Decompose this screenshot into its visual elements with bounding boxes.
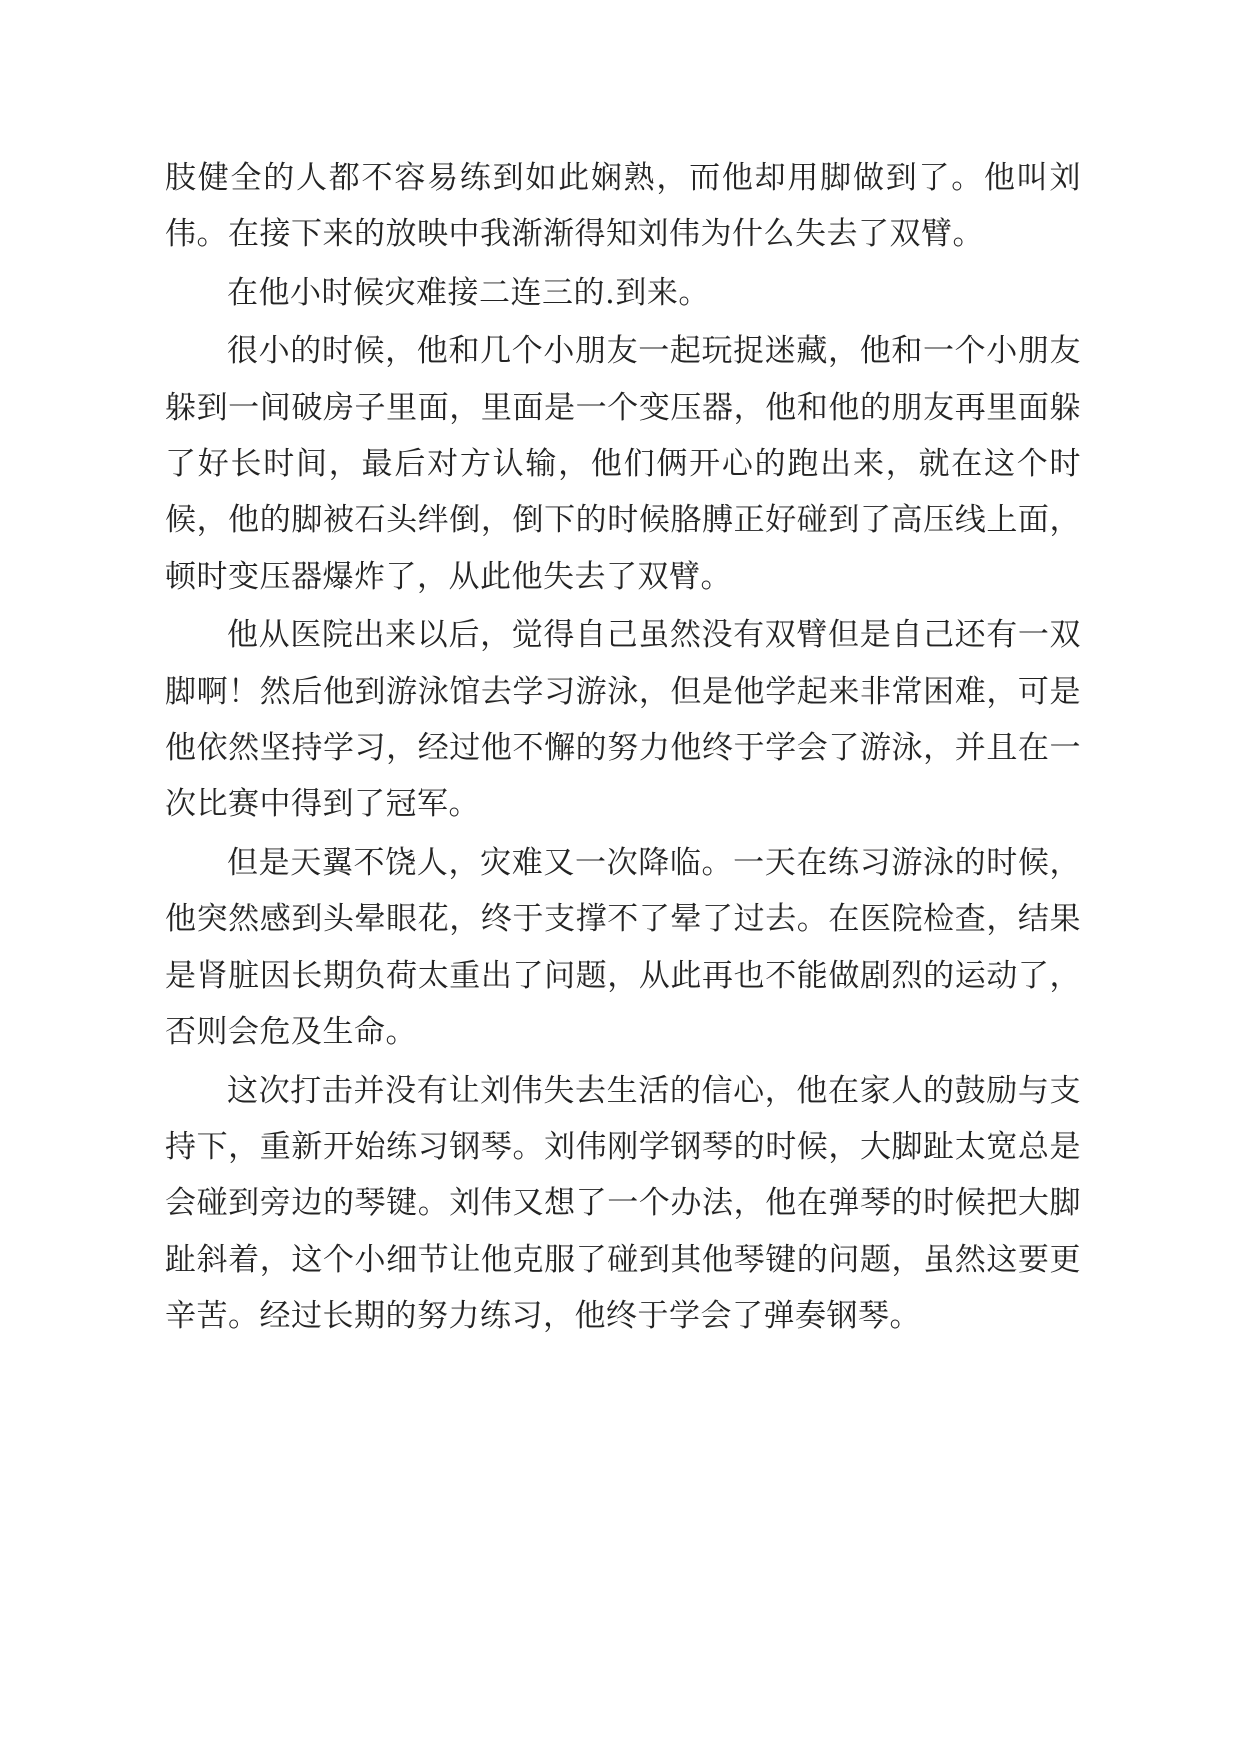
paragraph: 肢健全的人都不容易练到如此娴熟，而他却用脚做到了。他叫刘伟。在接下来的放映中我渐渐得知刘伟为什么失去了双臂。 <box>165 160 1081 253</box>
paragraph: 这次打击并没有让刘伟失去生活的信心，他在家人的鼓励与支持下，重新开始练习钢琴。刘伟刚学钢琴的时候，大脚趾太宽总是会碰到旁边的琴键。刘伟又想了一个办法，他在弹琴的时候把大脚趾斜着，这个小细节让他克服了碰到其他琴键的问题，虽然这要更辛苦。经过长期的努力练习，他终于学会了弹奏钢琴。 <box>165 1072 1081 1335</box>
paragraph: 他从医院出来以后，觉得自己虽然没有双臂但是自己还有一双脚啊！然后他到游泳馆去学习游泳，但是他学起来非常困难，可是他依然坚持学习，经过他不懈的努力他终于学会了游泳，并且在一次比赛中得到了冠军。 <box>165 617 1081 823</box>
paragraph: 很小的时候，他和几个小朋友一起玩捉迷藏，他和一个小朋友躲到一间破房子里面，里面是一个变压器，他和他的朋友再里面躲了好长时间，最后对方认输，他们俩开心的跑出来，就在这个时候，他的脚被石头绊倒，倒下的时候胳膊正好碰到了高压线上面，顿时变压器爆炸了，从此他失去了双臂。 <box>165 333 1081 595</box>
document-body <box>165 150 1081 1345</box>
paragraph: 在他小时候灾难接二连三的.到来。 <box>227 274 710 311</box>
paragraph: 但是天翼不饶人，灾难又一次降临。一天在练习游泳的时候，他突然感到头晕眼花，终于支撑不了晕了过去。在医院检查，结果是肾脏因长期负荷太重出了问题，从此再也不能做剧烈的运动了，否则会危及生命。 <box>165 844 1081 1051</box>
